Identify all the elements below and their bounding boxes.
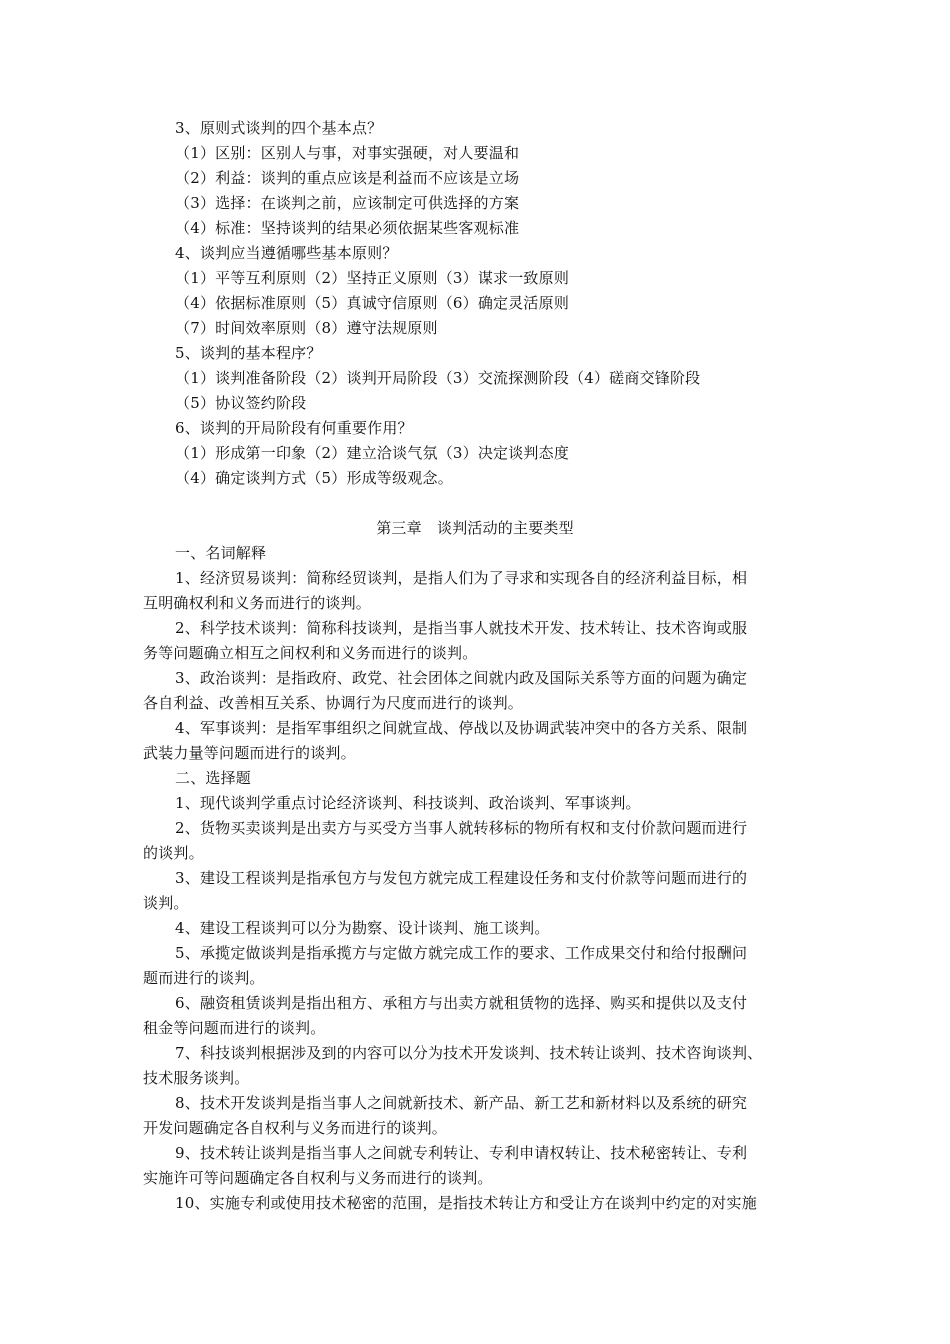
question-5-item-1: （1）谈判准备阶段（2）谈判开局阶段（3）交流探测阶段（4）磋商交锋阶段 (175, 369, 701, 387)
question-5-title: 5、谈判的基本程序？ (175, 344, 322, 362)
chapter-title: 第三章 谈判活动的主要类型 (376, 519, 574, 537)
choice-6-line-2: 租金等问题而进行的谈判。 (143, 1019, 326, 1037)
choice-7-line-1: 7、科技谈判根据涉及到的内容可以分为技术开发谈判、技术转让谈判、技术咨询谈判、 (175, 1044, 763, 1062)
question-4-title: 4、谈判应当遵循哪些基本原则？ (175, 244, 398, 262)
question-3-item-1: （1）区别：区别人与事，对事实强硬，对人要温和 (175, 144, 520, 162)
question-3-item-4: （4）标准：坚持谈判的结果必须依据某些客观标准 (175, 219, 520, 237)
question-6-title: 6、谈判的开局阶段有何重要作用？ (175, 419, 413, 437)
choice-2-line-2: 的谈判。 (143, 844, 204, 862)
term-4-line-2: 武装力量等问题而进行的谈判。 (143, 744, 356, 762)
term-3-line-1: 3、政治谈判：是指政府、政党、社会团体之间就内政及国际关系等方面的问题为确定 (175, 669, 748, 687)
choice-5-line-2: 题而进行的谈判。 (143, 969, 265, 987)
choice-6-line-1: 6、融资租赁谈判是指出租方、承租方与出卖方就租赁物的选择、购买和提供以及支付 (175, 994, 748, 1012)
question-5-item-2: （5）协议签约阶段 (175, 394, 307, 412)
part-1-title: 一、名词解释 (175, 544, 267, 562)
term-2-line-2: 务等问题确立相互之间权利和义务而进行的谈判。 (143, 644, 478, 662)
choice-7-line-2: 技术服务谈判。 (143, 1069, 250, 1087)
choice-9-line-1: 9、技术转让谈判是指当事人之间就专利转让、专利申请权转让、技术秘密转让、专利 (175, 1144, 748, 1162)
choice-10-line-1: 10、实施专利或使用技术秘密的范围，是指技术转让方和受让方在谈判中约定的对实施 (175, 1194, 757, 1212)
question-4-item-3: （7）时间效率原则（8）遵守法规原则 (175, 319, 438, 337)
term-1-line-2: 互明确权利和义务而进行的谈判。 (143, 594, 372, 612)
choice-1-line-1: 1、现代谈判学重点讨论经济谈判、科技谈判、政治谈判、军事谈判。 (175, 794, 641, 812)
term-2-line-1: 2、科学技术谈判：简称科技谈判，是指当事人就技术开发、技术转让、技术咨询或服 (175, 619, 748, 637)
question-6-item-1: （1）形成第一印象（2）建立洽谈气氛（3）决定谈判态度 (175, 444, 570, 462)
question-3-title: 3、原则式谈判的四个基本点？ (175, 119, 383, 137)
question-3-item-3: （3）选择：在谈判之前，应该制定可供选择的方案 (175, 194, 520, 212)
choice-8-line-2: 开发问题确定各自权利与义务而进行的谈判。 (143, 1119, 448, 1137)
choice-5-line-1: 5、承揽定做谈判是指承揽方与定做方就完成工作的要求、工作成果交付和给付报酬问 (175, 944, 748, 962)
choice-9-line-2: 实施许可等问题确定各自权利与义务而进行的谈判。 (143, 1169, 493, 1187)
choice-8-line-1: 8、技术开发谈判是指当事人之间就新技术、新产品、新工艺和新材料以及系统的研究 (175, 1094, 748, 1112)
question-3-item-2: （2）利益：谈判的重点应该是利益而不应该是立场 (175, 169, 520, 187)
choice-3-line-2: 谈判。 (143, 894, 189, 912)
question-4-item-2: （4）依据标准原则（5）真诚守信原则（6）确定灵活原则 (175, 294, 570, 312)
term-4-line-1: 4、军事谈判：是指军事组织之间就宣战、停战以及协调武装冲突中的各方关系、限制 (175, 719, 748, 737)
question-4-item-1: （1）平等互利原则（2）坚持正义原则（3）谋求一致原则 (175, 269, 570, 287)
choice-4-line-1: 4、建设工程谈判可以分为勘察、设计谈判、施工谈判。 (175, 919, 550, 937)
part-2-title: 二、选择题 (175, 769, 252, 787)
term-1-line-1: 1、经济贸易谈判：简称经贸谈判，是指人们为了寻求和实现各自的经济利益目标，相 (175, 569, 748, 587)
term-3-line-2: 各自利益、改善相互关系、协调行为尺度而进行的谈判。 (143, 694, 524, 712)
choice-2-line-1: 2、货物买卖谈判是出卖方与买受方当事人就转移标的物所有权和支付价款问题而进行 (175, 819, 748, 837)
question-6-item-2: （4）确定谈判方式（5）形成等级观念。 (175, 469, 453, 487)
choice-3-line-1: 3、建设工程谈判是指承包方与发包方就完成工程建设任务和支付价款等问题而进行的 (175, 869, 748, 887)
